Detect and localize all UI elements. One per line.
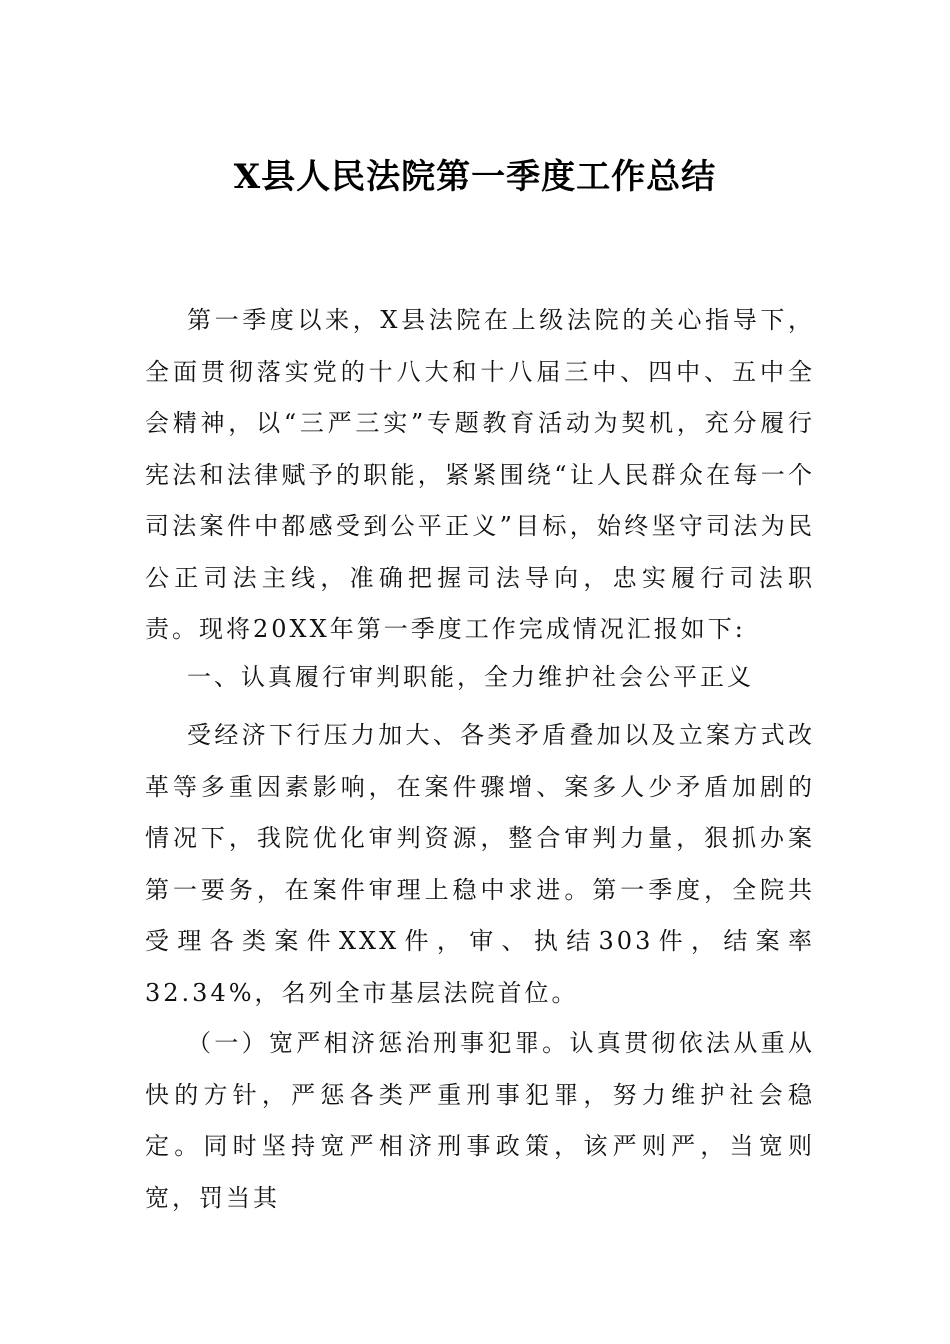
subsection-1-paragraph-block xyxy=(145,1018,815,1224)
subsection-1-paragraph: （一）宽严相济惩治刑事犯罪。认真贯彻依法从重从快的方针，严惩各类严重刑事犯罪，努力维护社会稳定。同时坚持宽严相济刑事政策，该严则严，当宽则宽，罚当其 xyxy=(145,1029,815,1212)
section-1-paragraph-block xyxy=(145,710,815,1019)
document-title: X县人民法院第一季度工作总结 xyxy=(233,157,717,197)
intro-paragraph-block xyxy=(145,295,815,656)
section-heading-block xyxy=(145,652,815,704)
section-heading-1: 一、认真履行审判职能，全力维护社会公平正义 xyxy=(187,663,754,691)
intro-paragraph: 第一季度以来，X县法院在上级法院的关心指导下，全面贯彻落实党的十八大和十八届三中、四中、五中全会精神，以“三严三实”专题教育活动为契机，充分履行宪法和法律赋予的职能，紧紧围绕“让人民群众在每一个司法案件中都感受到公平正义”目标，始终坚守司法为民公正司法主线，准确把握司法导向，忠实履行司法职责。现将20XX年第一季度工作完成情况汇报如下: xyxy=(145,306,815,643)
section-1-paragraph: 受经济下行压力加大、各类矛盾叠加以及立案方式改革等多重因素影响，在案件骤增、案多人少矛盾加剧的情况下，我院优化审判资源，整合审判力量，狠抓办案第一要务，在案件审理上稳中求进。第一季度，全院共受理各类案件XXX件，审、执结303件，结案率32.34%，名列全市基层法院首位。 xyxy=(145,721,815,1007)
